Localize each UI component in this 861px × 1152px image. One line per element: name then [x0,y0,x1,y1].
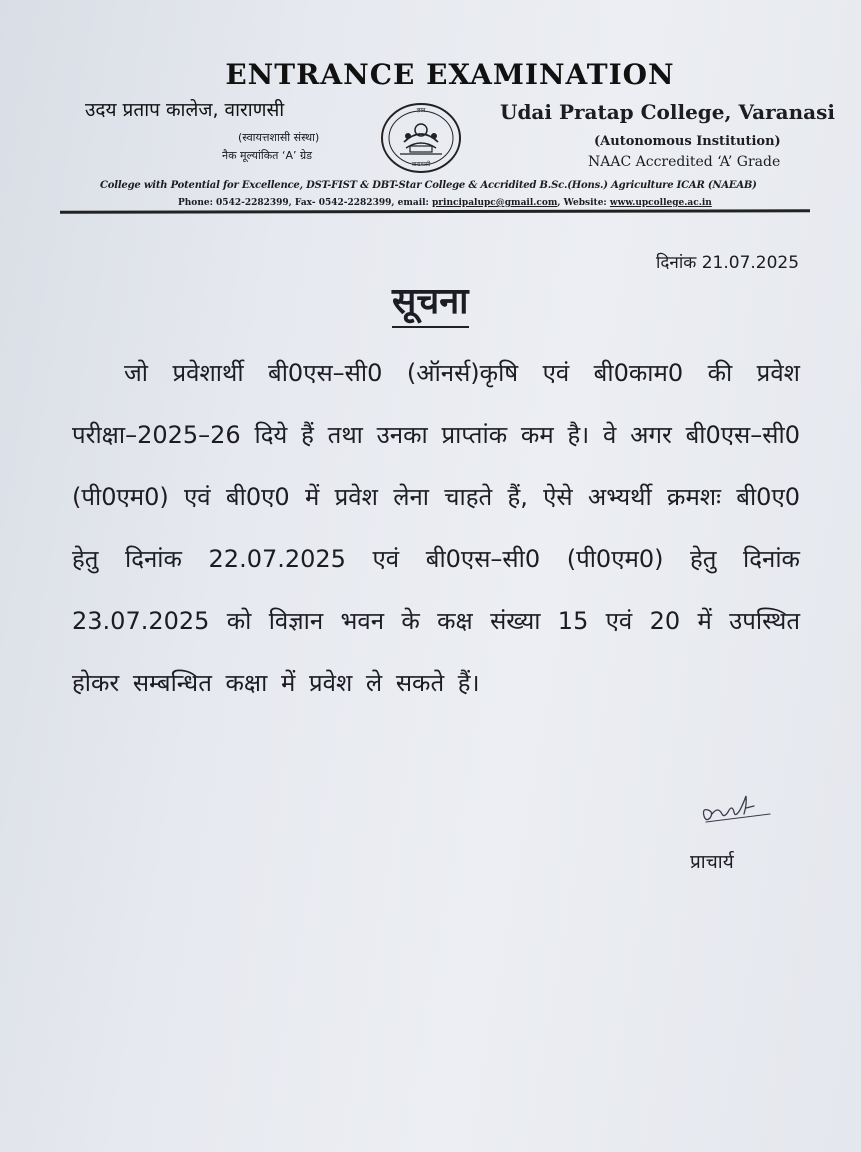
college-tagline: College with Potential for Excellence, DST-FIST & DBT-Star College & Accridited B.Sc.(Hons.) Agriculture ICAR (NAEAB) [100,180,757,191]
seal-top-text: ज्ञान [416,107,426,114]
naac-grade-hindi: नैक मूल्यांकित ‘A’ ग्रेड [222,149,313,162]
contact-line [178,198,712,208]
naac-grade-english: NAAC Accredited ‘A’ Grade [588,154,781,170]
status-hindi: (स्वायत्तशासी संस्था) [238,131,320,144]
header-divider [60,209,810,214]
page-heading: ENTRANCE EXAMINATION [225,58,675,91]
website-link: www.upcollege.ac.in [609,198,712,208]
website-label: , Website: [557,198,610,208]
status-english: (Autonomous Institution) [594,134,781,149]
seal-bottom-text: वाराणसी [411,161,431,168]
notice-body: जो प्रवेशार्थी बी0एस–सी0 (ऑनर्स)कृषि एवं बी0काम0 की प्रवेश परीक्षा–2025–26 दिये हैं तथा उनका प्राप्तांक कम है। वे अगर बी0एस–सी0 (पी0एम0) एवं बी0ए0 में प्रवेश लेना चाहते हैं, ऐसे अभ्यर्थी क्रमशः बी0ए0 हेतु दिनांक 22.07.2025 एवं बी0एस–सी0 (पी0एम0) हेतु दिनांक 23.07.2025 को विज्ञान भवन के कक्ष संख्या 15 एवं 20 में उपस्थित होकर सम्बन्धित कक्षा में प्रवेश ले सकते हैं। [72,359,800,697]
contact-phone-fax: Phone: 0542-2282399, Fax- 0542-2282399, email: [178,198,432,208]
college-name-english: Udai Pratap College, Varanasi [500,100,835,124]
notice-date: दिनांक 21.07.2025 [656,253,800,273]
signatory-title: प्राचार्य [690,851,734,873]
notice-title: सूचना [392,275,469,328]
handwritten-signature [698,788,778,830]
email-link: principalupc@gmail.com [432,198,558,208]
college-seal-icon [380,102,462,174]
college-name-hindi: उदय प्रताप कालेज, वाराणसी [85,99,285,121]
